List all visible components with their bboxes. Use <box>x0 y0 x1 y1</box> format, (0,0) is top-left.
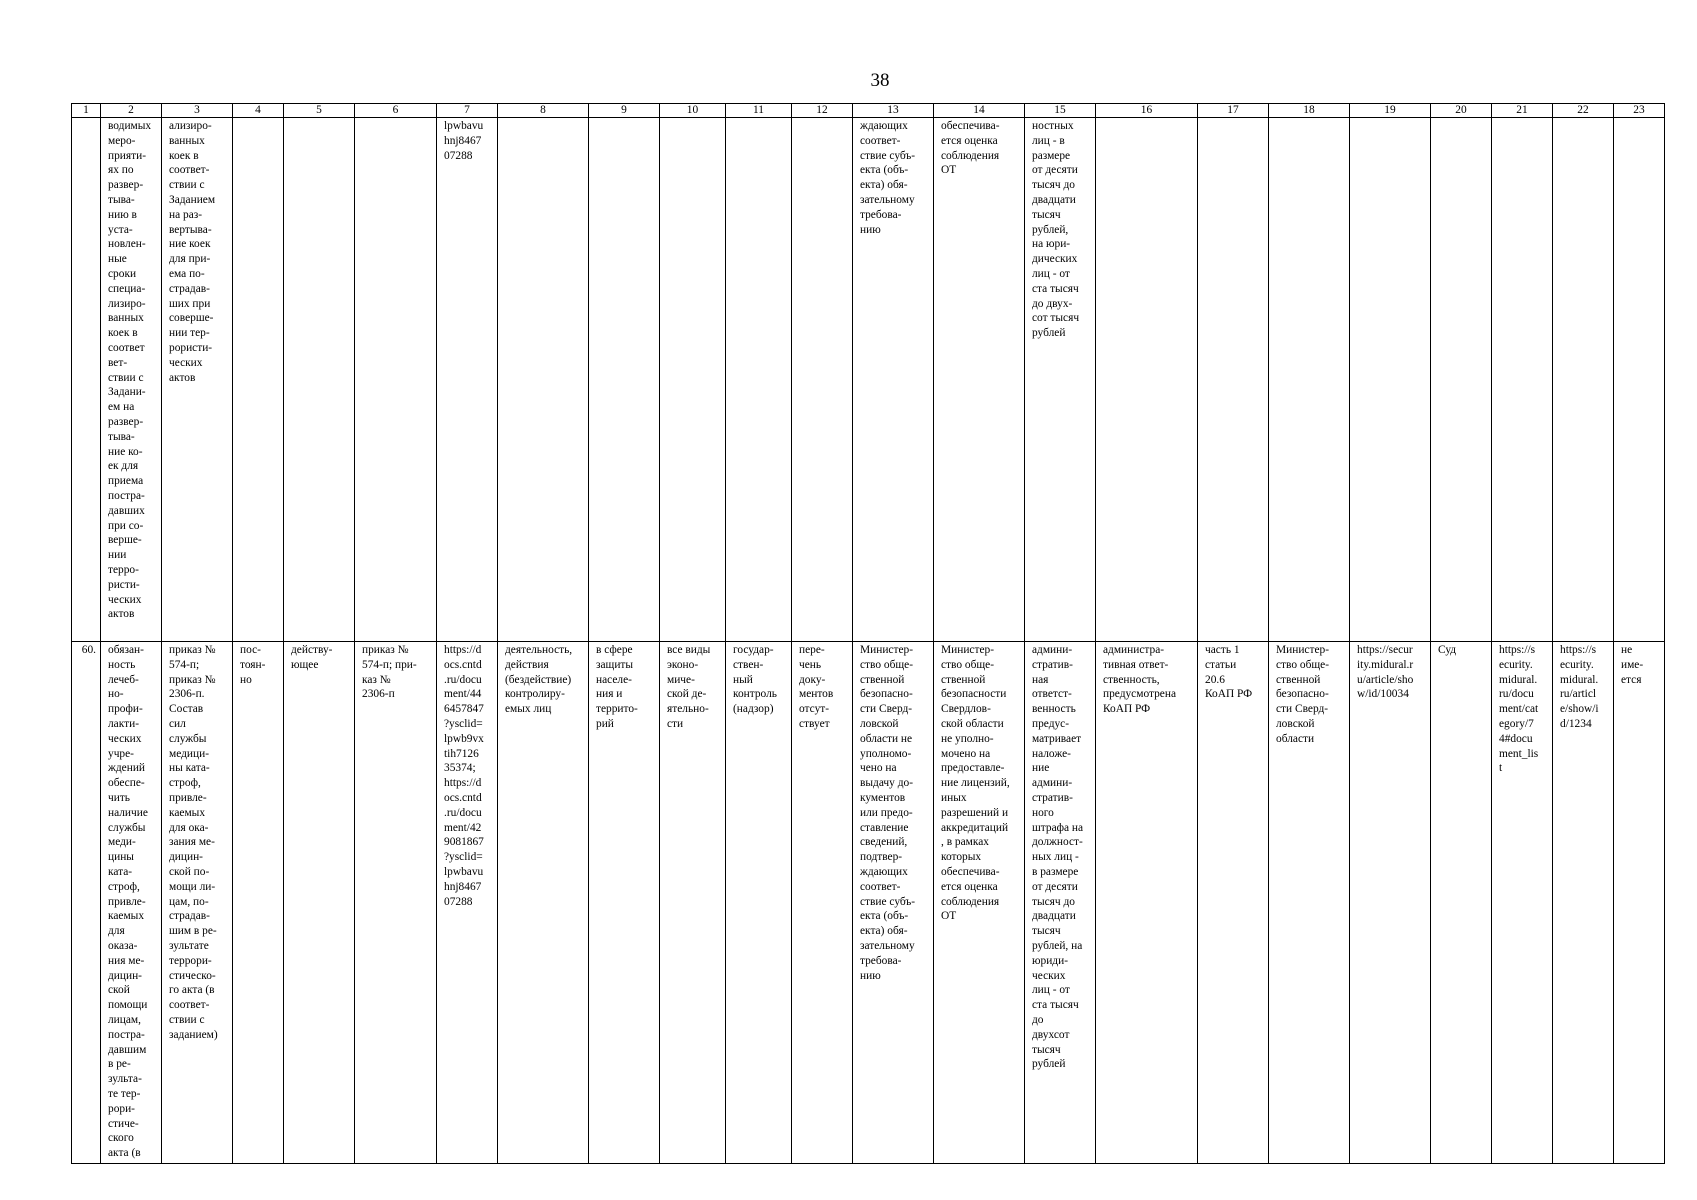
column-header: 7 <box>437 104 498 118</box>
table-cell: ализиро- ванных коек в соответ- ствии с Заданием на раз- вертыва- ние коек для при- ема по- страдав- ших при соверше- нии тер- рористи- ческих актов <box>162 118 233 642</box>
table-cell: водимых меро- прияти- ях по развер- тыва- нию в уста- новлен- ные сроки специа- лизиро- ванных коек в соответ вет- ствии с Задани- ем на развер- тыва- ние ко- ек для приема постра- давших при со- верше- нии терро- ристи- ческих актов <box>101 118 162 642</box>
table-cell: ностных лиц - в размере от десяти тысяч до двадцати тысяч рублей, на юри- дических лиц - от ста тысяч до двух- сот тысяч рублей <box>1025 118 1096 642</box>
row-number-cell: 60. <box>72 642 101 1164</box>
table-cell: часть 1 статьи 20.6 КоАП РФ <box>1198 642 1269 1164</box>
column-header: 5 <box>284 104 355 118</box>
column-header: 6 <box>355 104 437 118</box>
table-cell: все виды эконо- миче- ской де- ятельно- сти <box>660 642 726 1164</box>
column-header: 11 <box>726 104 792 118</box>
document-table <box>71 103 1665 1164</box>
header-row <box>72 104 1665 118</box>
table-cell <box>1269 118 1350 642</box>
table-cell: ждающих соответ- ствие субъ- екта (объ- екта) обя- зательному требова- нию <box>853 118 934 642</box>
table-cell <box>1492 118 1553 642</box>
column-header: 21 <box>1492 104 1553 118</box>
table-cell: Министер- ство обще- ственной безопасности Свердлов- ской области не уполно- мочено на предоставле- ние лицензий, иных разрешений и аккредитаций , в рамках которых обеспечива- ется оценка соблюдения ОТ <box>934 642 1025 1164</box>
table-cell <box>1553 118 1614 642</box>
link-cell: https://d ocs.cntd .ru/docu ment/44 6457847 ?ysclid= lpwb9vx tih7126 35374; https://d ocs.cntd .ru/docu ment/42 9081867 ?ysclid= lpwbavu hnj8467 07288 <box>437 642 498 1164</box>
table-cell: приказ № 574-п; при- каз № 2306-п <box>355 642 437 1164</box>
table-cell <box>284 118 355 642</box>
table-cell: действу- ющее <box>284 642 355 1164</box>
table-cell <box>72 118 101 642</box>
table-cell: пос- тоян- но <box>233 642 284 1164</box>
column-header: 10 <box>660 104 726 118</box>
table-cell: в сфере защиты населе- ния и террито- рий <box>589 642 660 1164</box>
table-cell <box>498 118 589 642</box>
column-header: 18 <box>1269 104 1350 118</box>
table-cell <box>792 118 853 642</box>
table-cell: обеспечива- ется оценка соблюдения ОТ <box>934 118 1025 642</box>
column-header: 20 <box>1431 104 1492 118</box>
table-row-60 <box>72 642 1665 1164</box>
column-header: 16 <box>1096 104 1198 118</box>
table-cell <box>1350 118 1431 642</box>
column-header: 22 <box>1553 104 1614 118</box>
table-cell: Суд <box>1431 642 1492 1164</box>
table-cell: деятельность, действия (бездействие) контролиру- емых лиц <box>498 642 589 1164</box>
table-cell: Министер- ство обще- ственной безопасно- сти Сверд- ловской области не уполномо- чено на выдачу до- кументов или предо- ставление сведений, подтвер- ждающих соответ- ствие субъ- екта (объ- екта) обя- зательному требова- нию <box>853 642 934 1164</box>
column-header: 3 <box>162 104 233 118</box>
table-cell <box>355 118 437 642</box>
column-header: 4 <box>233 104 284 118</box>
table-cell <box>589 118 660 642</box>
column-header: 2 <box>101 104 162 118</box>
table-cell: администра- тивная ответ- ственность, предусмотрена КоАП РФ <box>1096 642 1198 1164</box>
table-cell <box>1198 118 1269 642</box>
column-header: 9 <box>589 104 660 118</box>
table-cell: lpwbavu hnj8467 07288 <box>437 118 498 642</box>
link-cell: https://secur ity.midural.r u/article/sho w/id/10034 <box>1350 642 1431 1164</box>
table-cell <box>660 118 726 642</box>
column-header: 15 <box>1025 104 1096 118</box>
table-cell: Министер- ство обще- ственной безопасно- сти Сверд- ловской области <box>1269 642 1350 1164</box>
page-number: 38 <box>870 70 890 91</box>
column-header: 23 <box>1614 104 1665 118</box>
table-cell <box>1614 118 1665 642</box>
table-cell: приказ № 574-п; приказ № 2306-п. Состав сил службы медици- ны ката- строф, привле- каемых для ока- зания ме- дицин- ской по- мощи ли- цам, по- страдав- шим в ре- зультате террори- стическо- го акта (в соответ- ствии с заданием) <box>162 642 233 1164</box>
column-header: 8 <box>498 104 589 118</box>
table-cell: админи- стратив- ная ответст- венность предус- матривает наложе- ние админи- стратив- ного штрафа на должност- ных лиц - в размере от десяти тысяч до двадцати тысяч рублей, на юриди- ческих лиц - от ста тысяч до двухсот тысяч рублей <box>1025 642 1096 1164</box>
table-cell <box>1431 118 1492 642</box>
column-header: 13 <box>853 104 934 118</box>
table-cell <box>233 118 284 642</box>
column-header: 17 <box>1198 104 1269 118</box>
link-cell: https://s ecurity. midural. ru/articl e/show/i d/1234 <box>1553 642 1614 1164</box>
link-cell: https://s ecurity. midural. ru/docu ment/cat egory/7 4#docu ment_lis t <box>1492 642 1553 1164</box>
table-row-continuation <box>72 118 1665 642</box>
table-cell <box>726 118 792 642</box>
table-cell: пере- чень доку- ментов отсут- ствует <box>792 642 853 1164</box>
column-header: 12 <box>792 104 853 118</box>
table-cell: государ- ствен- ный контроль (надзор) <box>726 642 792 1164</box>
table-cell <box>1096 118 1198 642</box>
column-header: 19 <box>1350 104 1431 118</box>
table-cell: не име- ется <box>1614 642 1665 1164</box>
column-header: 14 <box>934 104 1025 118</box>
column-header: 1 <box>72 104 101 118</box>
table-cell: обязан- ность лечеб- но- профи- лакти- ческих учре- ждений обеспе- чить наличие службы меди- цины ката- строф, привле- каемых для оказа- ния ме- дицин- ской помощи лицам, постра- давшим в ре- зульта- те тер- рори- стиче- ского акта (в <box>101 642 162 1164</box>
